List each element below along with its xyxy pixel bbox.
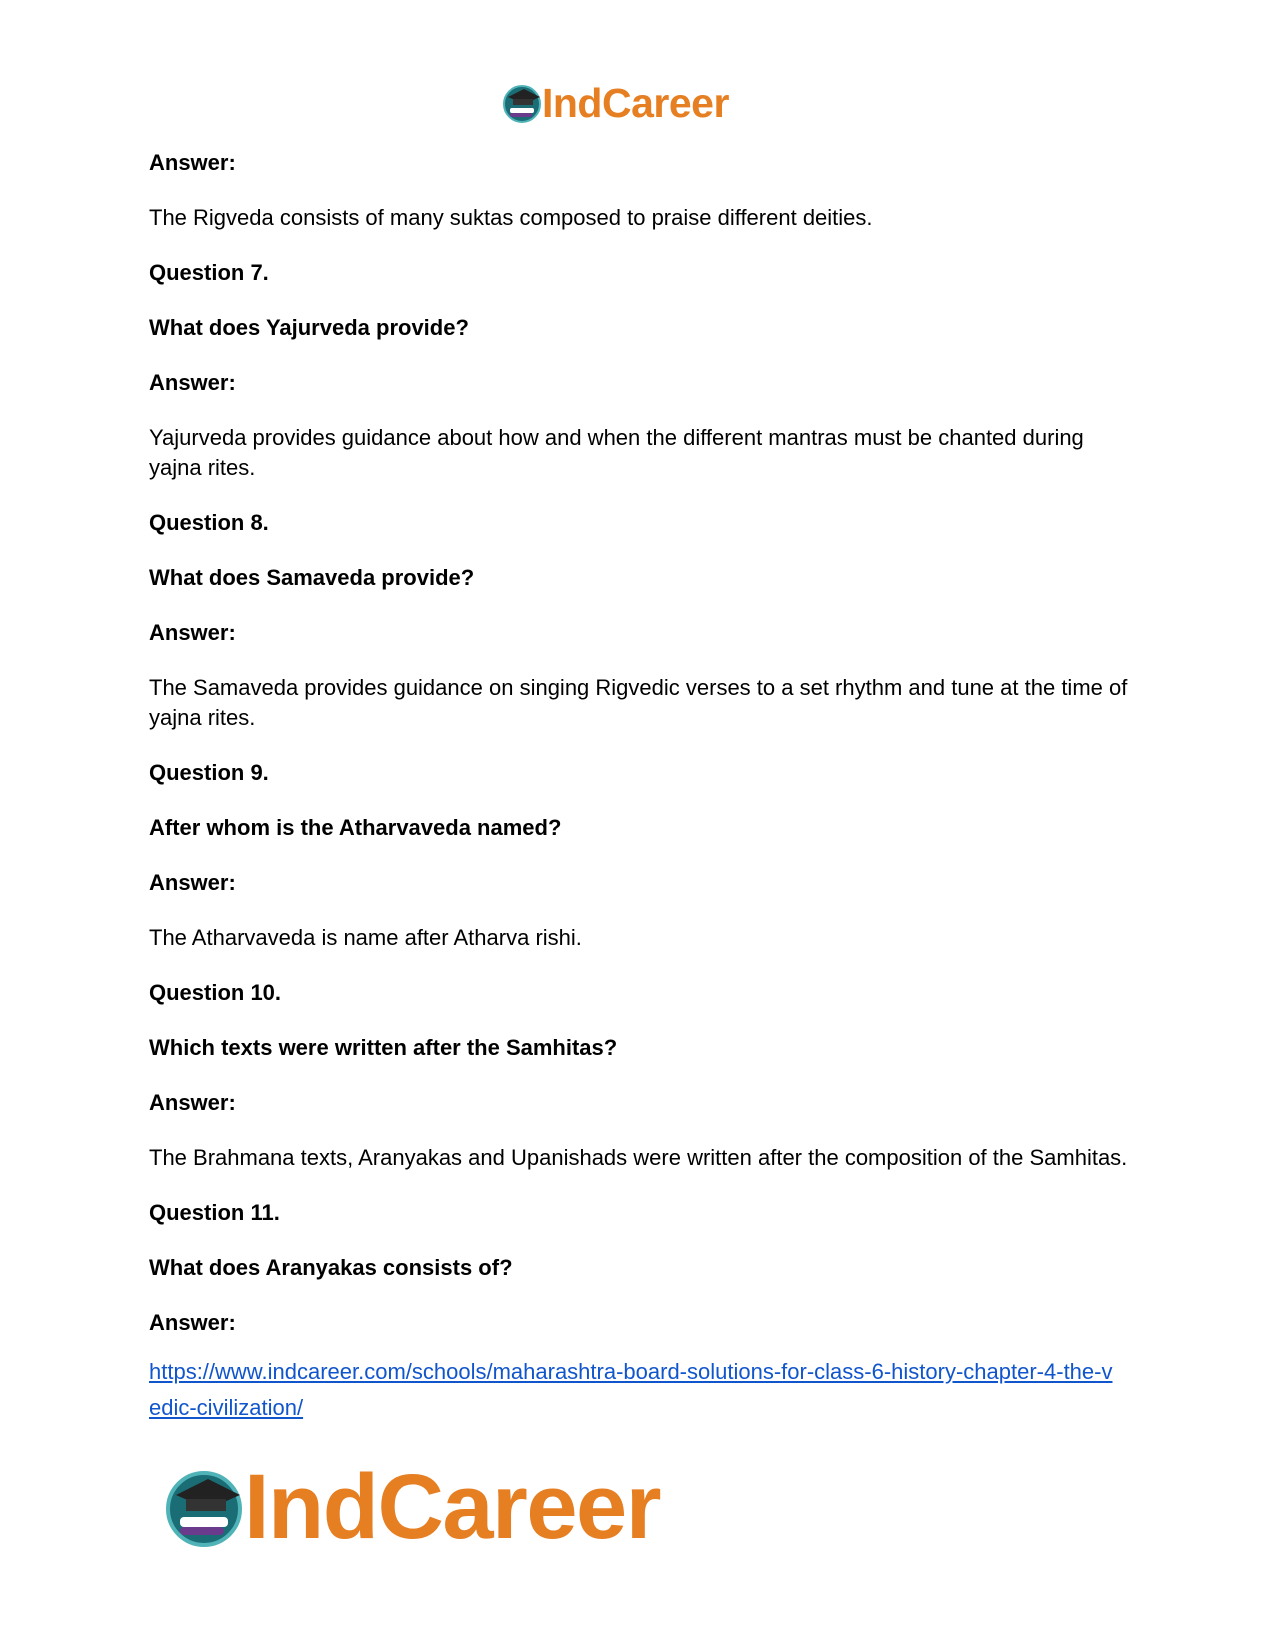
answer-label: Answer: (149, 150, 236, 175)
qa-content (149, 148, 1129, 1426)
spacer (149, 788, 1129, 813)
spacer (149, 648, 1129, 673)
spacer (149, 398, 1129, 423)
spacer (149, 233, 1129, 258)
source-url-link[interactable]: https://www.indcareer.com/schools/maharashtra-board-solutions-for-class-6-history-chapter-4-the-vedic-civilization/ (149, 1359, 1113, 1420)
answer-label: Answer: (149, 1090, 236, 1115)
answer-label: Answer: (149, 620, 236, 645)
spacer (149, 953, 1129, 978)
spacer (149, 1008, 1129, 1033)
spacer (149, 178, 1129, 203)
graduation-cap-book-icon (500, 81, 544, 125)
answer-text: The Brahmana texts, Aranyakas and Upanishads were written after the composition of the Samhitas. (149, 1145, 1128, 1170)
answer-text: Yajurveda provides guidance about how and when the different mantras must be chanted during yajna rites. (149, 425, 1084, 480)
spacer (149, 898, 1129, 923)
spacer (149, 343, 1129, 368)
question-text: What does Aranyakas consists of? (149, 1255, 513, 1280)
spacer (149, 1118, 1129, 1143)
spacer (149, 733, 1129, 758)
spacer (149, 288, 1129, 313)
logo-wordmark: IndCareer (244, 1456, 660, 1558)
spacer (149, 593, 1129, 618)
spacer (149, 483, 1129, 508)
spacer (149, 1338, 1129, 1354)
indcareer-logo-header (500, 78, 729, 128)
answer-text: The Samaveda provides guidance on singing Rigvedic verses to a set rhythm and tune at the time of yajna rites. (149, 675, 1128, 730)
answer-text: The Rigveda consists of many suktas composed to praise different deities. (149, 205, 873, 230)
answer-label: Answer: (149, 370, 236, 395)
indcareer-logo-footer (160, 1456, 660, 1558)
spacer (149, 1283, 1129, 1308)
graduation-cap-book-icon (160, 1463, 248, 1551)
question-number: Question 10. (149, 980, 282, 1005)
question-text: What does Samaveda provide? (149, 565, 475, 590)
question-number: Question 8. (149, 510, 269, 535)
answer-text: The Atharvaveda is name after Atharva rishi. (149, 925, 582, 950)
spacer (149, 843, 1129, 868)
spacer (149, 1173, 1129, 1198)
question-text: What does Yajurveda provide? (149, 315, 469, 340)
answer-label: Answer: (149, 1310, 236, 1335)
spacer (149, 1063, 1129, 1088)
spacer (149, 1228, 1129, 1253)
question-text: Which texts were written after the Samhitas? (149, 1035, 618, 1060)
question-number: Question 11. (149, 1200, 280, 1225)
spacer (149, 538, 1129, 563)
logo-wordmark: IndCareer (542, 79, 729, 126)
question-number: Question 7. (149, 260, 269, 285)
question-text: After whom is the Atharvaveda named? (149, 815, 562, 840)
question-number: Question 9. (149, 760, 269, 785)
answer-label: Answer: (149, 870, 236, 895)
